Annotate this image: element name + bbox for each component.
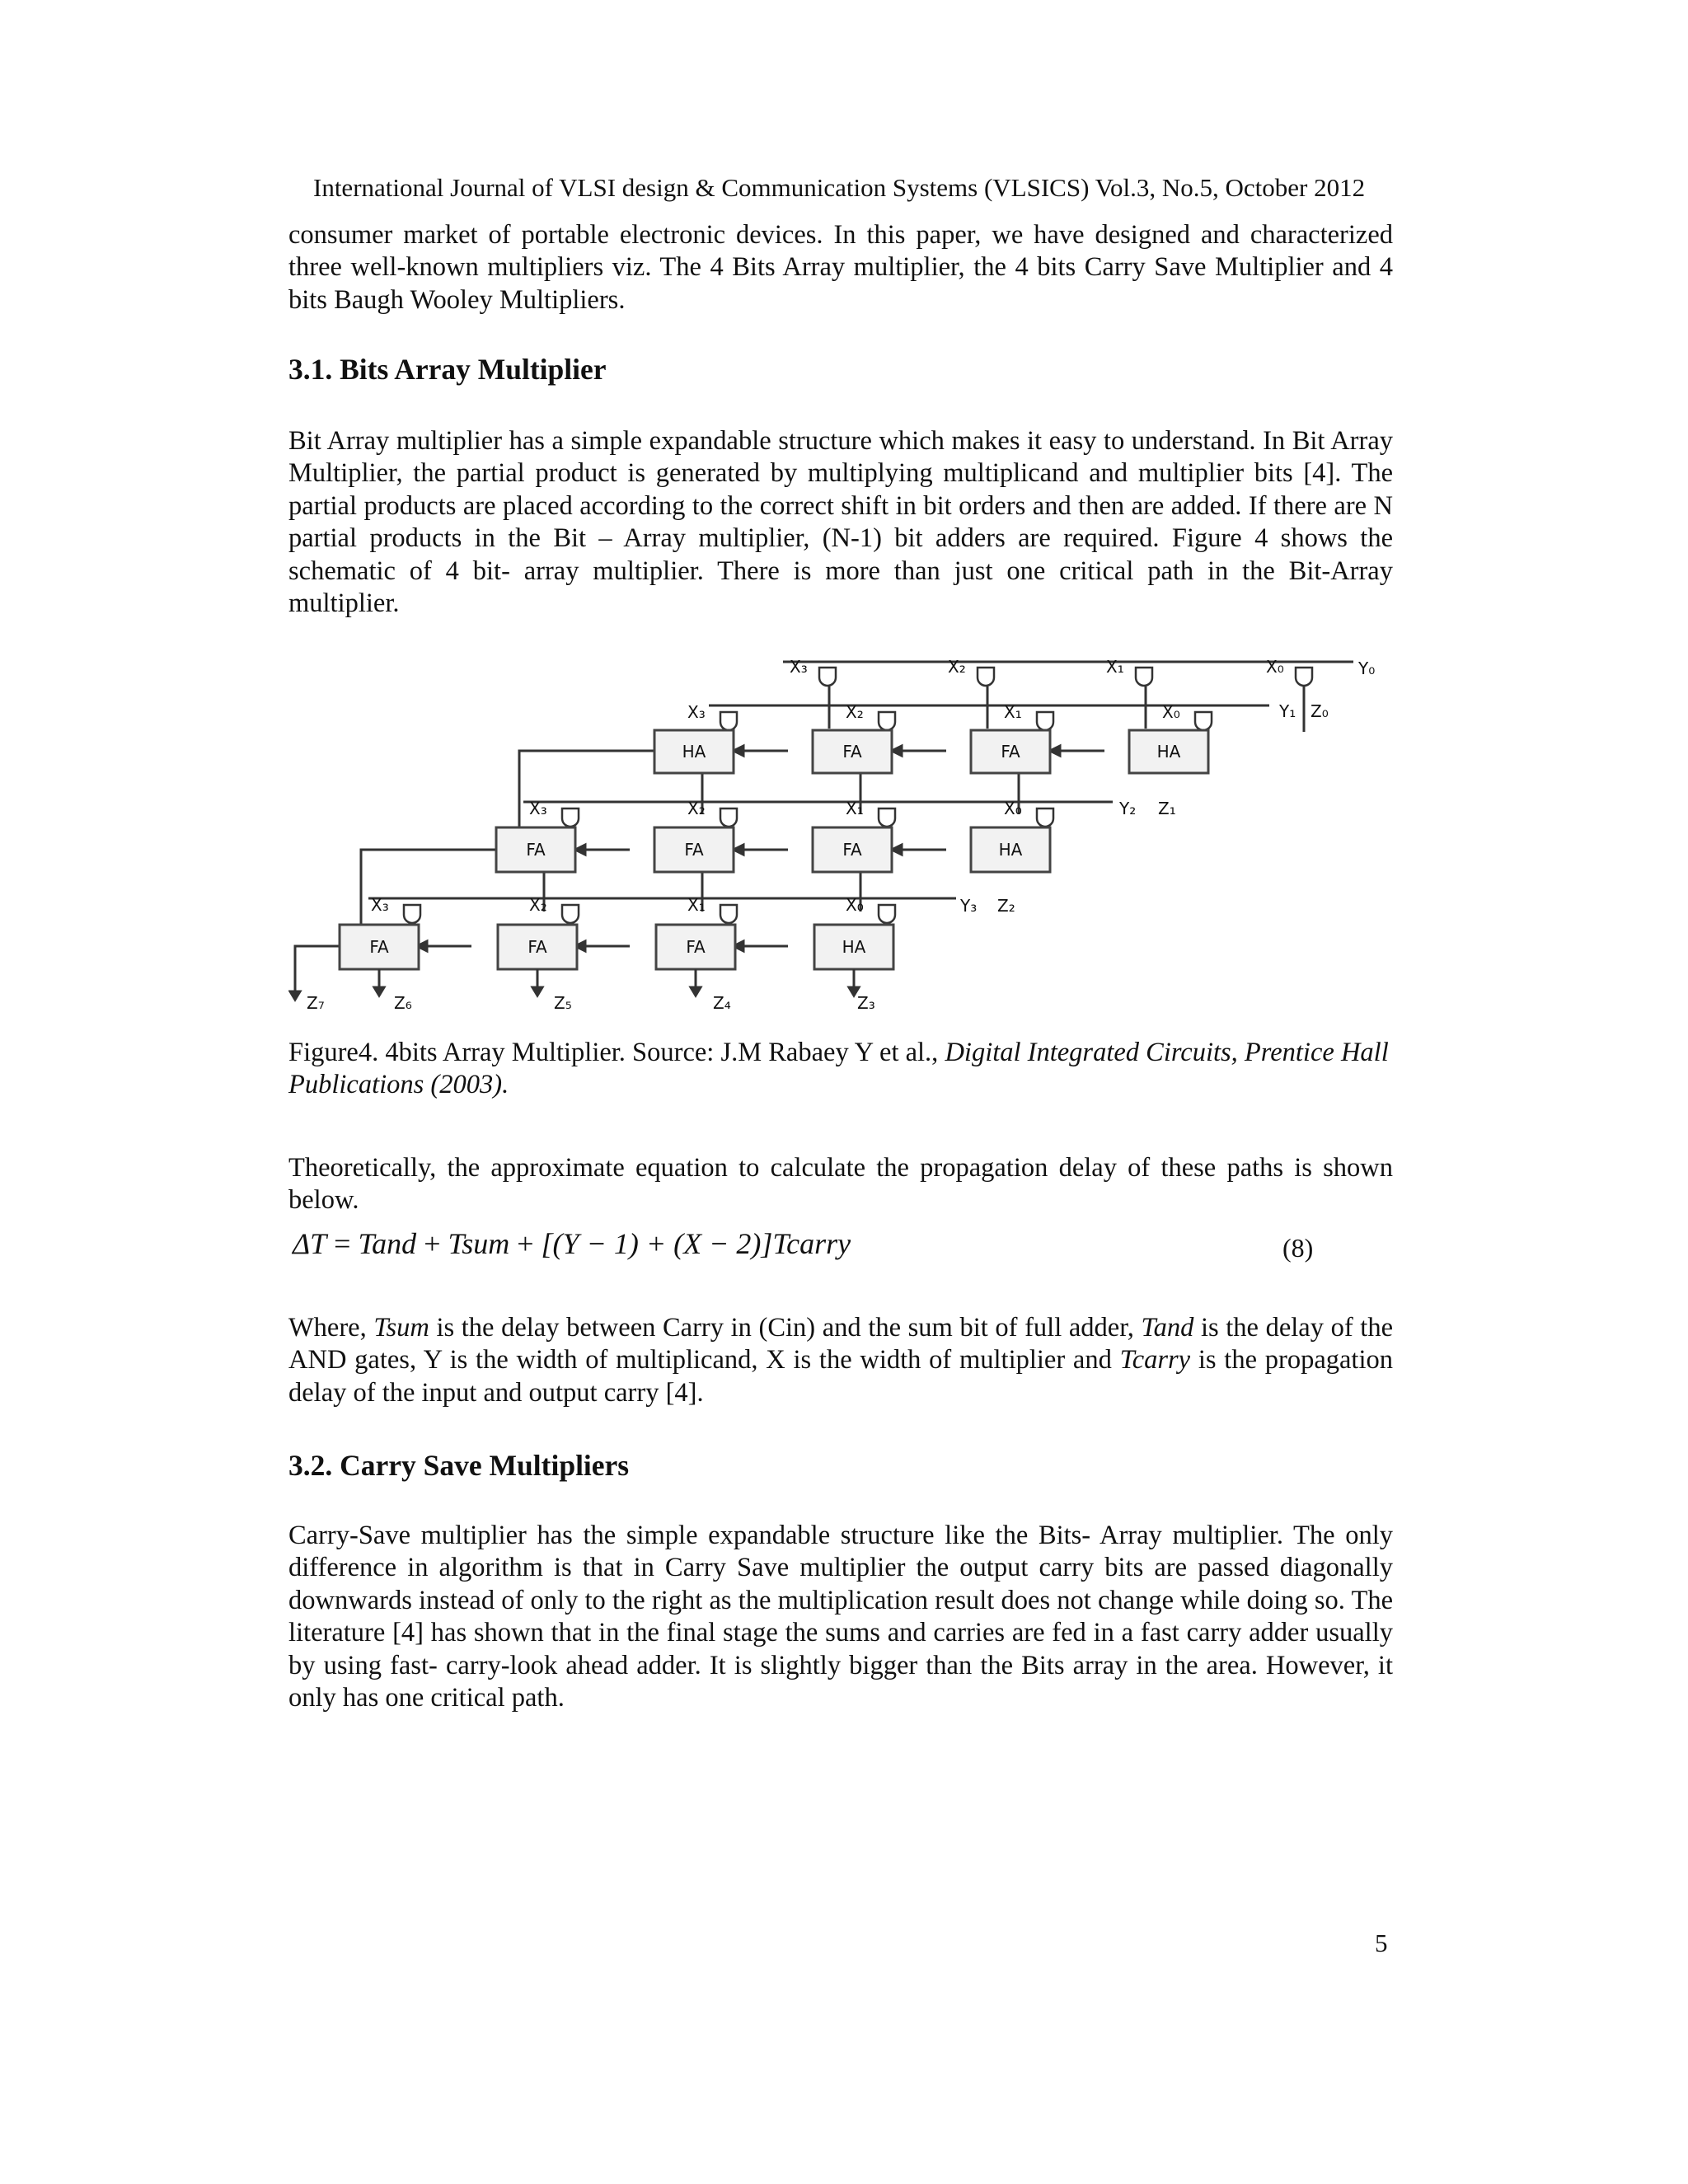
eq-plus: + bbox=[416, 1227, 448, 1260]
z0-label: Z₀ bbox=[1311, 701, 1329, 721]
page-number: 5 bbox=[1375, 1929, 1388, 1957]
and-gate-icon bbox=[1195, 712, 1212, 730]
eq-equals: = bbox=[326, 1227, 359, 1260]
row1-x0-label: X₀ bbox=[1162, 702, 1180, 722]
where-tcarry: Tcarry bbox=[1119, 1345, 1191, 1376]
delay-equation bbox=[293, 1226, 851, 1261]
caption-source-title: Digital Integrated Circuits, Prentice Hall Publications (2003). bbox=[288, 1038, 1389, 1100]
where-text: is the delay of the AND gates, Y is the width of multiplicand, X is the width of multiplier and bbox=[288, 1313, 1394, 1376]
cell-label: FA bbox=[526, 840, 546, 860]
y2-label: Y₂ bbox=[1119, 799, 1137, 818]
where-tsum: Tsum bbox=[373, 1313, 429, 1343]
arrow-head bbox=[892, 845, 902, 855]
cell-label: HA bbox=[998, 840, 1023, 860]
and-gate-icon bbox=[720, 808, 737, 827]
theory-paragraph: Theoretically, the approximate equation to calculate the propagation delay of these paths is shown below. bbox=[288, 1153, 1393, 1216]
equation-number: (8) bbox=[1282, 1233, 1314, 1263]
eq-tsum: Tsum bbox=[448, 1227, 510, 1260]
cell-label: FA bbox=[528, 937, 547, 957]
cell-label: HA bbox=[1156, 742, 1181, 762]
and-gate-icon bbox=[1037, 808, 1053, 827]
z7-label: Z₇ bbox=[307, 993, 325, 1012]
where-text: is the delay between Carry in (Cin) and the sum bit of full adder, bbox=[429, 1313, 1142, 1343]
row2-x0-label: X₀ bbox=[1004, 799, 1022, 818]
row2-x3-label: X₃ bbox=[529, 799, 547, 818]
arrow-head bbox=[374, 987, 384, 996]
and-gate-icon bbox=[978, 668, 994, 686]
z7-output-line bbox=[295, 946, 340, 991]
top-x2-label: X₂ bbox=[948, 657, 966, 677]
row3-x3-label: X₃ bbox=[371, 895, 389, 915]
where-text: Where, bbox=[288, 1313, 374, 1343]
caption-prefix: Figure4. 4bits Array Multiplier. Source: J.M Rabaey Y et al., bbox=[288, 1038, 945, 1067]
arrow-head bbox=[290, 991, 300, 1000]
z5-label: Z₅ bbox=[554, 993, 572, 1012]
top-x1-label: X₁ bbox=[1106, 657, 1124, 677]
cell-label: FA bbox=[1001, 742, 1020, 762]
and-gate-icon bbox=[562, 905, 579, 923]
eq-delta-t: ΔT bbox=[293, 1227, 327, 1260]
carry-path-row1 bbox=[519, 751, 654, 835]
and-gate-icon bbox=[879, 808, 895, 827]
top-x3-label: X₃ bbox=[790, 657, 808, 677]
arrow-head bbox=[575, 845, 585, 855]
array-multiplier-paragraph: Bit Array multiplier has a simple expandable structure which makes it easy to understand. In Bit Array Multiplier, the partial product is generated by multiplying multiplicand and multiplier bits [4]. The partial products are placed according to the correct shift in bit orders and then are added. If there are N partial products in the Bit – Array multiplier, (N-1) bit adders are required. Figure 4 shows the schematic of 4 bit- array multiplier. There is more than just one critical path in the Bit-Array multiplier. bbox=[288, 426, 1393, 619]
row1-x2-label: X₂ bbox=[846, 702, 864, 722]
section-heading-3-2: 3.2. Carry Save Multipliers bbox=[288, 1449, 630, 1482]
array-multiplier-figure bbox=[288, 649, 1401, 1012]
z3-label: Z₃ bbox=[857, 993, 875, 1012]
and-gate-icon bbox=[819, 668, 836, 686]
cell-label: FA bbox=[686, 937, 706, 957]
row3-x2-label: X₂ bbox=[529, 895, 547, 915]
z6-label: Z₆ bbox=[394, 993, 412, 1012]
carry-save-paragraph: Carry-Save multiplier has the simple expandable structure like the Bits- Array multiplier. The only difference in algorithm is that in Carry Save multiplier the output carry bits are passed diagonally downwards instead of only to the right as the multiplication result does not change while doing so. The literature [4] has shown that in the final stage the sums and carries are fed in a fast carry adder usually by using fast- carry-look ahead adder. It is slightly bigger than the Bits array in the area. However, it only has one critical path. bbox=[288, 1521, 1393, 1713]
figure-caption bbox=[288, 1037, 1393, 1102]
eq-bracket-term: [(Y − 1) + (X − 2)] bbox=[541, 1227, 773, 1260]
and-gate-icon bbox=[879, 905, 895, 923]
eq-tcarry: Tcarry bbox=[772, 1227, 851, 1260]
arrow-head bbox=[734, 845, 743, 855]
and-gate-icon bbox=[562, 808, 579, 827]
arrow-head bbox=[892, 746, 902, 756]
arrow-head bbox=[532, 987, 542, 996]
and-gate-icon bbox=[879, 712, 895, 730]
cell-label: FA bbox=[842, 840, 862, 860]
and-gate-icon bbox=[1136, 668, 1152, 686]
cell-label: FA bbox=[684, 840, 704, 860]
row2-x1-label: X₁ bbox=[846, 799, 864, 818]
cell-label: HA bbox=[682, 742, 706, 762]
z1-label: Z₁ bbox=[1158, 799, 1176, 818]
y0-label: Y₀ bbox=[1358, 658, 1376, 678]
cell-label: HA bbox=[842, 937, 866, 957]
arrow-head bbox=[734, 746, 743, 756]
row1-x1-label: X₁ bbox=[1004, 702, 1022, 722]
arrow-head bbox=[691, 987, 701, 996]
cell-label: FA bbox=[369, 937, 389, 957]
eq-tand: Tand bbox=[358, 1227, 417, 1260]
and-gate-icon bbox=[1037, 712, 1053, 730]
eq-plus: + bbox=[509, 1227, 542, 1260]
top-x0-label: X₀ bbox=[1266, 657, 1284, 677]
where-text: is the propagation delay of the input and output carry [4]. bbox=[288, 1345, 1393, 1408]
where-tand: Tand bbox=[1141, 1313, 1194, 1343]
z2-label: Z₂ bbox=[997, 896, 1015, 916]
y1-label: Y₁ bbox=[1279, 701, 1296, 721]
section-heading-3-1: 3.1. Bits Array Multiplier bbox=[288, 353, 607, 386]
row3-x0-label: X₀ bbox=[846, 895, 864, 915]
where-paragraph bbox=[288, 1312, 1393, 1409]
intro-paragraph: consumer market of portable electronic devices. In this paper, we have designed and characterized three well-known multipliers viz. The 4 Bits Array multiplier, the 4 bits Carry Save Multiplier and 4 bits Baugh Wooley Multipliers. bbox=[288, 220, 1393, 315]
arrow-head bbox=[1050, 746, 1060, 756]
cell-label: FA bbox=[842, 742, 862, 762]
row2-x2-label: X₂ bbox=[687, 799, 706, 818]
y3-label: Y₃ bbox=[960, 896, 978, 916]
and-gate-icon bbox=[720, 712, 737, 730]
and-gate-icon bbox=[404, 905, 420, 923]
row1-x3-label: X₃ bbox=[687, 702, 706, 722]
and-gate-icon bbox=[1296, 668, 1312, 686]
z4-label: Z₄ bbox=[713, 993, 731, 1012]
row3-x1-label: X₁ bbox=[687, 895, 706, 915]
carry-path-row2 bbox=[361, 850, 496, 932]
and-gate-icon bbox=[720, 905, 737, 923]
running-header: International Journal of VLSI design & Communication Systems (VLSICS) Vol.3, No.5, October 2012 bbox=[313, 173, 1366, 202]
